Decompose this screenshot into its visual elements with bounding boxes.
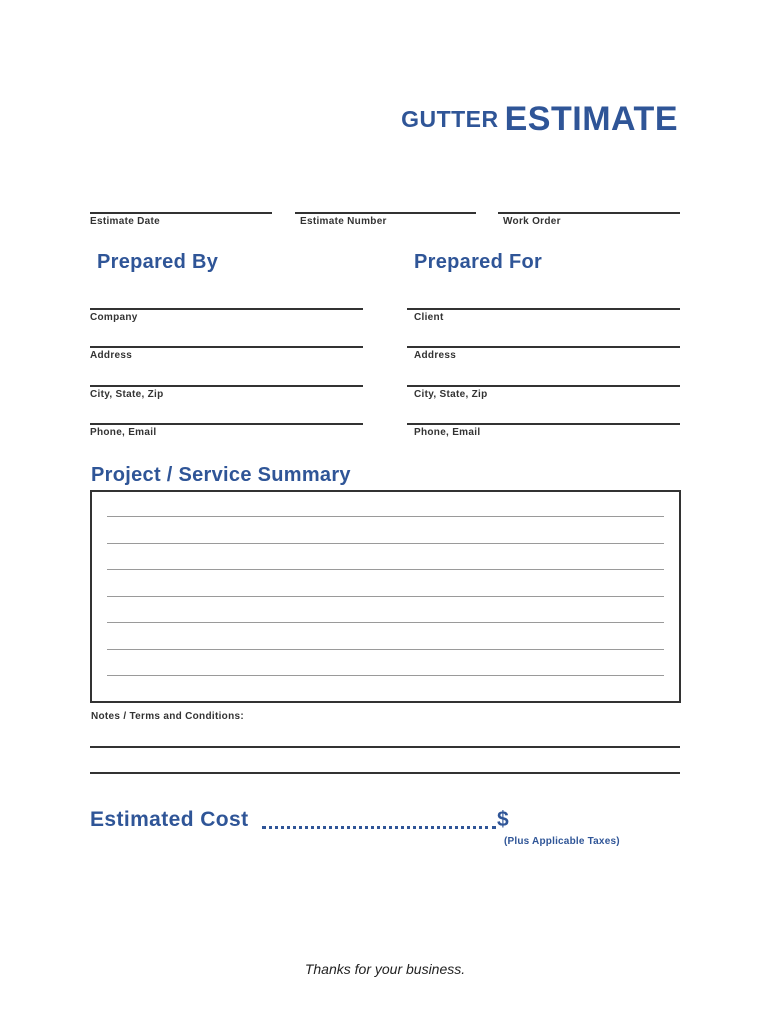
summary-rule [107, 649, 664, 650]
work-order-label: Work Order [503, 216, 561, 227]
company-line [90, 308, 363, 310]
for-address-field[interactable] [407, 346, 680, 361]
title-estimate: ESTIMATE [504, 100, 678, 138]
by-address-line [90, 346, 363, 348]
by-address-label: Address [90, 350, 133, 361]
by-city-state-zip-line [90, 385, 363, 387]
client-field[interactable] [407, 308, 680, 323]
work-order-line [498, 212, 680, 214]
company-label: Company [90, 312, 138, 323]
summary-rule [107, 516, 664, 517]
estimated-cost-leader [262, 826, 496, 829]
for-phone-email-field[interactable] [407, 423, 680, 438]
summary-rule [107, 543, 664, 544]
estimate-number-label: Estimate Number [300, 216, 387, 227]
client-label: Client [414, 312, 444, 323]
estimate-date-line [90, 212, 272, 214]
prepared-by-heading: Prepared By [97, 251, 219, 273]
for-phone-email-label: Phone, Email [414, 427, 481, 438]
summary-rule [107, 622, 664, 623]
estimate-date-label: Estimate Date [90, 216, 161, 227]
document-title [401, 100, 678, 139]
estimated-cost-label: Estimated Cost [90, 808, 249, 831]
by-city-state-zip-field[interactable] [90, 385, 363, 400]
by-phone-email-label: Phone, Email [90, 427, 157, 438]
thanks-message: Thanks for your business. [304, 961, 466, 977]
notes-label: Notes / Terms and Conditions: [91, 711, 244, 722]
summary-heading: Project / Service Summary [91, 464, 351, 486]
for-address-label: Address [414, 350, 457, 361]
by-phone-email-field[interactable] [90, 423, 363, 438]
title-gutter: GUTTER [401, 106, 499, 132]
estimate-number-line [295, 212, 476, 214]
summary-rule [107, 596, 664, 597]
summary-rule [107, 569, 664, 570]
notes-line-1[interactable] [90, 746, 680, 748]
for-phone-email-line [407, 423, 680, 425]
by-city-state-zip-label: City, State, Zip [90, 389, 164, 400]
work-order-field[interactable] [498, 212, 680, 227]
for-city-state-zip-field[interactable] [407, 385, 680, 400]
estimate-number-field[interactable] [295, 212, 476, 227]
estimate-date-field[interactable] [90, 212, 272, 227]
company-field[interactable] [90, 308, 363, 323]
for-city-state-zip-line [407, 385, 680, 387]
by-phone-email-line [90, 423, 363, 425]
tax-note: (Plus Applicable Taxes) [504, 836, 620, 847]
client-line [407, 308, 680, 310]
summary-rule [107, 675, 664, 676]
by-address-field[interactable] [90, 346, 363, 361]
summary-textarea[interactable] [90, 490, 681, 703]
estimated-cost-currency: $ [497, 808, 509, 831]
for-address-line [407, 346, 680, 348]
prepared-for-heading: Prepared For [414, 251, 543, 273]
notes-line-2[interactable] [90, 772, 680, 774]
for-city-state-zip-label: City, State, Zip [414, 389, 488, 400]
